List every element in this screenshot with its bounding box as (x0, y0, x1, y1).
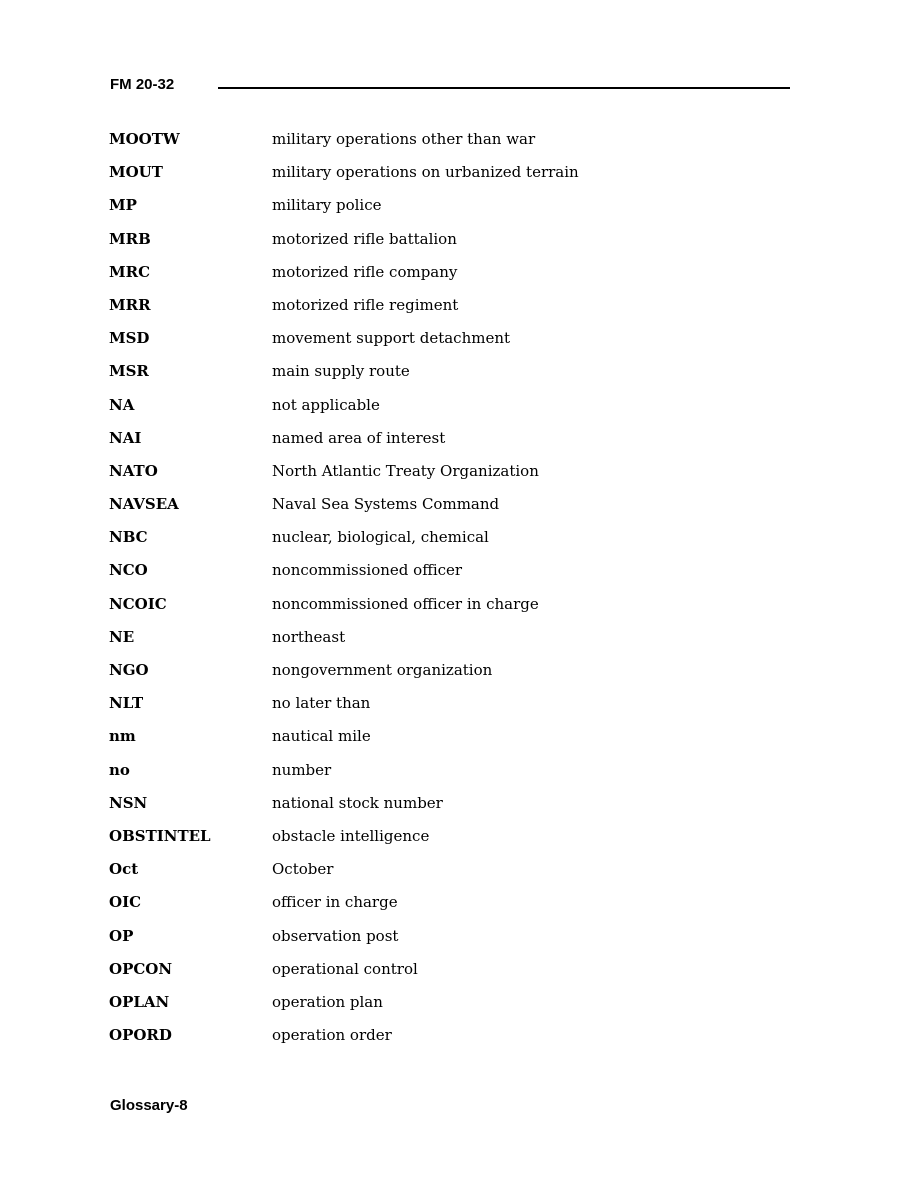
glossary-term: NAVSEA (109, 495, 179, 514)
glossary-entry (109, 761, 809, 794)
glossary-definition: obstacle intelligence (272, 826, 430, 845)
glossary-entry (109, 196, 809, 229)
glossary-entry (109, 495, 809, 528)
glossary-term: OPORD (109, 1026, 172, 1045)
glossary-definition: noncommissioned officer (272, 561, 463, 580)
glossary-definition: nautical mile (272, 727, 371, 746)
glossary-term: NCO (109, 561, 148, 580)
glossary-term: NE (109, 627, 135, 646)
glossary-entry (109, 893, 809, 926)
glossary-term: OP (109, 926, 134, 945)
glossary-definition: movement support detachment (272, 329, 511, 348)
glossary-term: MOUT (109, 163, 163, 182)
glossary-term: MSR (109, 362, 149, 381)
glossary-term: NA (109, 395, 135, 414)
glossary-entry (109, 396, 809, 429)
glossary-entry (109, 429, 809, 462)
glossary-entry (109, 362, 809, 395)
glossary-definition: main supply route (272, 362, 410, 381)
glossary-entry (109, 263, 809, 296)
glossary-term: nm (109, 727, 136, 746)
glossary-entry (109, 927, 809, 960)
glossary-entry (109, 296, 809, 329)
glossary-term: MRR (109, 295, 151, 314)
glossary-list (109, 130, 809, 1059)
glossary-term: MOOTW (109, 130, 180, 148)
glossary-definition: nuclear, biological, chemical (272, 528, 489, 547)
glossary-definition: not applicable (272, 395, 380, 414)
glossary-entry (109, 993, 809, 1026)
glossary-term: MSD (109, 329, 150, 348)
glossary-entry (109, 528, 809, 561)
glossary-definition: northeast (272, 627, 346, 646)
glossary-entry (109, 628, 809, 661)
glossary-term: MRB (109, 229, 151, 248)
glossary-term: OIC (109, 893, 142, 912)
glossary-entry (109, 827, 809, 860)
glossary-term: NATO (109, 461, 158, 480)
header-rule (218, 87, 790, 89)
glossary-term: MRC (109, 262, 151, 281)
glossary-definition: motorized rifle company (272, 262, 458, 281)
glossary-definition: noncommissioned officer in charge (272, 594, 539, 613)
glossary-definition: operation plan (272, 992, 383, 1011)
glossary-entry (109, 661, 809, 694)
document-id: FM 20-32 (110, 76, 175, 93)
glossary-entry (109, 130, 809, 163)
glossary-definition: officer in charge (272, 893, 398, 912)
glossary-term: NBC (109, 528, 148, 547)
glossary-entry (109, 163, 809, 196)
glossary-entry (109, 230, 809, 263)
glossary-entry (109, 794, 809, 827)
glossary-definition: military operations other than war (272, 130, 536, 148)
glossary-term: OPLAN (109, 992, 170, 1011)
glossary-entry (109, 694, 809, 727)
glossary-entry (109, 1026, 809, 1059)
glossary-term: NCOIC (109, 594, 167, 613)
glossary-term: NSN (109, 793, 148, 812)
glossary-definition: military police (272, 196, 382, 215)
glossary-term: Oct (109, 860, 139, 879)
glossary-definition: number (272, 760, 332, 779)
page-header (110, 76, 790, 100)
glossary-term: NAI (109, 428, 142, 447)
glossary-term: no (109, 760, 130, 779)
glossary-definition: nongovernment organization (272, 661, 493, 679)
glossary-term: MP (109, 196, 137, 215)
page-footer: Glossary-8 (110, 1097, 188, 1114)
glossary-entry (109, 561, 809, 594)
glossary-term: OPCON (109, 959, 173, 978)
glossary-definition: national stock number (272, 793, 443, 812)
glossary-definition: no later than (272, 694, 371, 713)
glossary-term: NLT (109, 694, 144, 713)
glossary-term: NGO (109, 661, 149, 679)
glossary-definition: operation order (272, 1026, 392, 1045)
glossary-entry (109, 860, 809, 893)
glossary-definition: motorized rifle regiment (272, 295, 459, 314)
glossary-definition: October (272, 860, 334, 879)
glossary-term: OBSTINTEL (109, 826, 211, 845)
glossary-definition: North Atlantic Treaty Organization (272, 461, 539, 480)
glossary-entry (109, 960, 809, 993)
glossary-definition: military operations on urbanized terrain (272, 163, 579, 182)
glossary-definition: operational control (272, 959, 418, 978)
glossary-entry (109, 727, 809, 760)
glossary-entry (109, 595, 809, 628)
glossary-entry (109, 329, 809, 362)
glossary-definition: named area of interest (272, 428, 446, 447)
glossary-definition: observation post (272, 926, 399, 945)
glossary-definition: Naval Sea Systems Command (272, 495, 500, 514)
glossary-definition: motorized rifle battalion (272, 229, 457, 248)
glossary-entry (109, 462, 809, 495)
